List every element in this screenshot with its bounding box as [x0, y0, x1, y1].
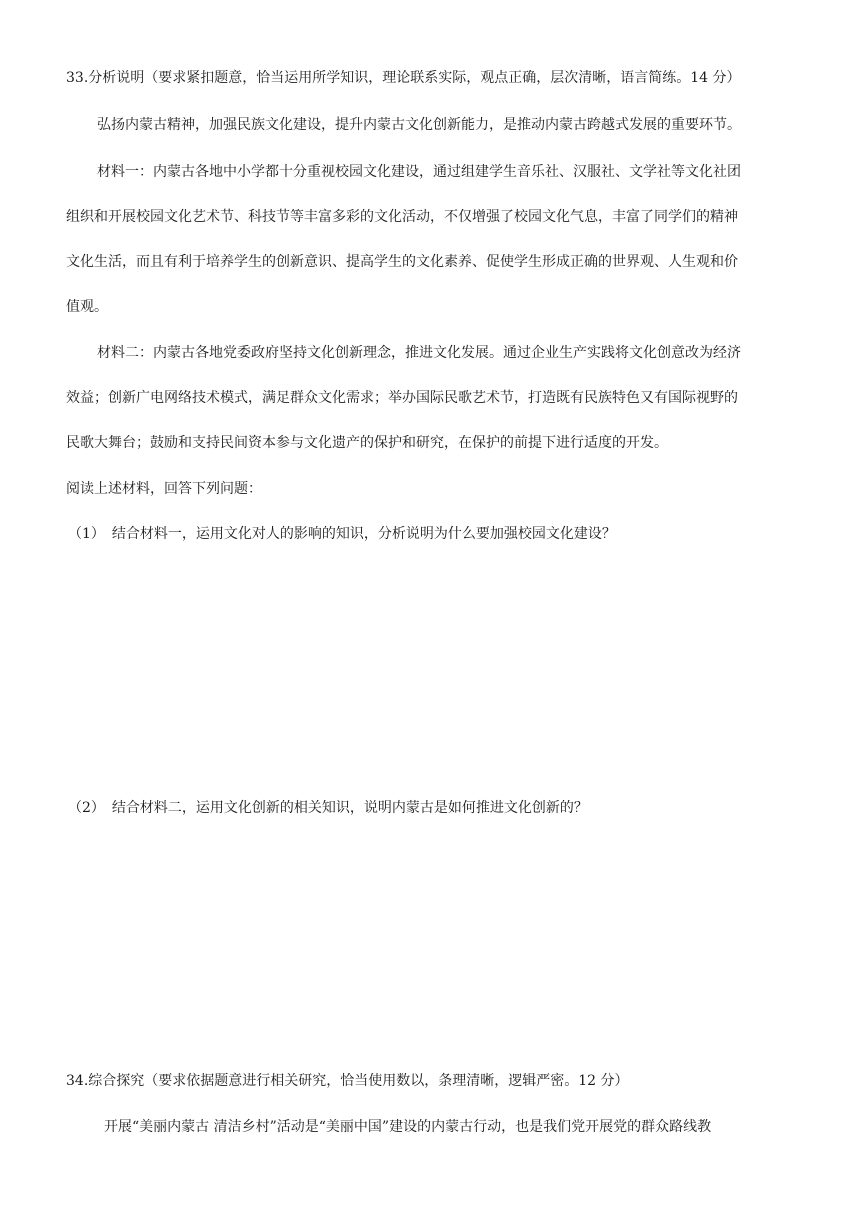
q33-heading: 33.分析说明（要求紧扣题意，恰当运用所学知识，理论联系实际，观点正确，层次清晰，语言简练。14 分） [66, 70, 741, 86]
q34-intro: 开展“美丽内蒙古 清洁乡村”活动是“美丽中国”建设的内蒙古行动，也是我们党开展党的群众路线教 [104, 1119, 712, 1135]
material2-line-1: 材料二：内蒙古各地党委政府坚持文化创新理念，推进文化发展。通过企业生产实践将文化创意改为经济 [97, 345, 741, 361]
material1-line-4: 值观。 [66, 299, 108, 315]
material1-line-1: 材料一：内蒙古各地中小学都十分重视校园文化建设，通过组建学生音乐社、汉服社、文学社等文化社团 [97, 164, 741, 180]
material2-line-3: 民歌大舞台；鼓励和支持民间资本参与文化遗产的保护和研究，在保护的前提下进行适度的开发。 [66, 435, 668, 451]
sub-question-1: （1） 结合材料一，运用文化对人的影响的知识，分析说明为什么要加强校园文化建设？ [68, 526, 616, 542]
read-prompt: 阅读上述材料，回答下列问题： [66, 481, 262, 497]
material2-line-2: 效益；创新广电网络技术模式，满足群众文化需求；举办国际民歌艺术节，打造既有民族特色又有国际视野的 [66, 390, 738, 406]
q33-intro: 弘扬内蒙古精神，加强民族文化建设，提升内蒙古文化创新能力，是推动内蒙古跨越式发展的重要环节。 [97, 117, 741, 133]
material1-line-3: 文化生活，而且有利于培养学生的创新意识、提高学生的文化素养、促使学生形成正确的世界观、人生观和价 [66, 254, 738, 270]
q34-heading: 34.综合探究（要求依据题意进行相关研究，恰当使用数以，条理清晰，逻辑严密。12 分） [66, 1073, 629, 1089]
sub-question-2: （2） 结合材料二，运用文化创新的相关知识，说明内蒙古是如何推进文化创新的？ [68, 800, 588, 816]
material1-line-2: 组织和开展校园文化艺术节、科技节等丰富多彩的文化活动，不仅增强了校园文化气息，丰富了同学们的精神 [66, 209, 738, 225]
